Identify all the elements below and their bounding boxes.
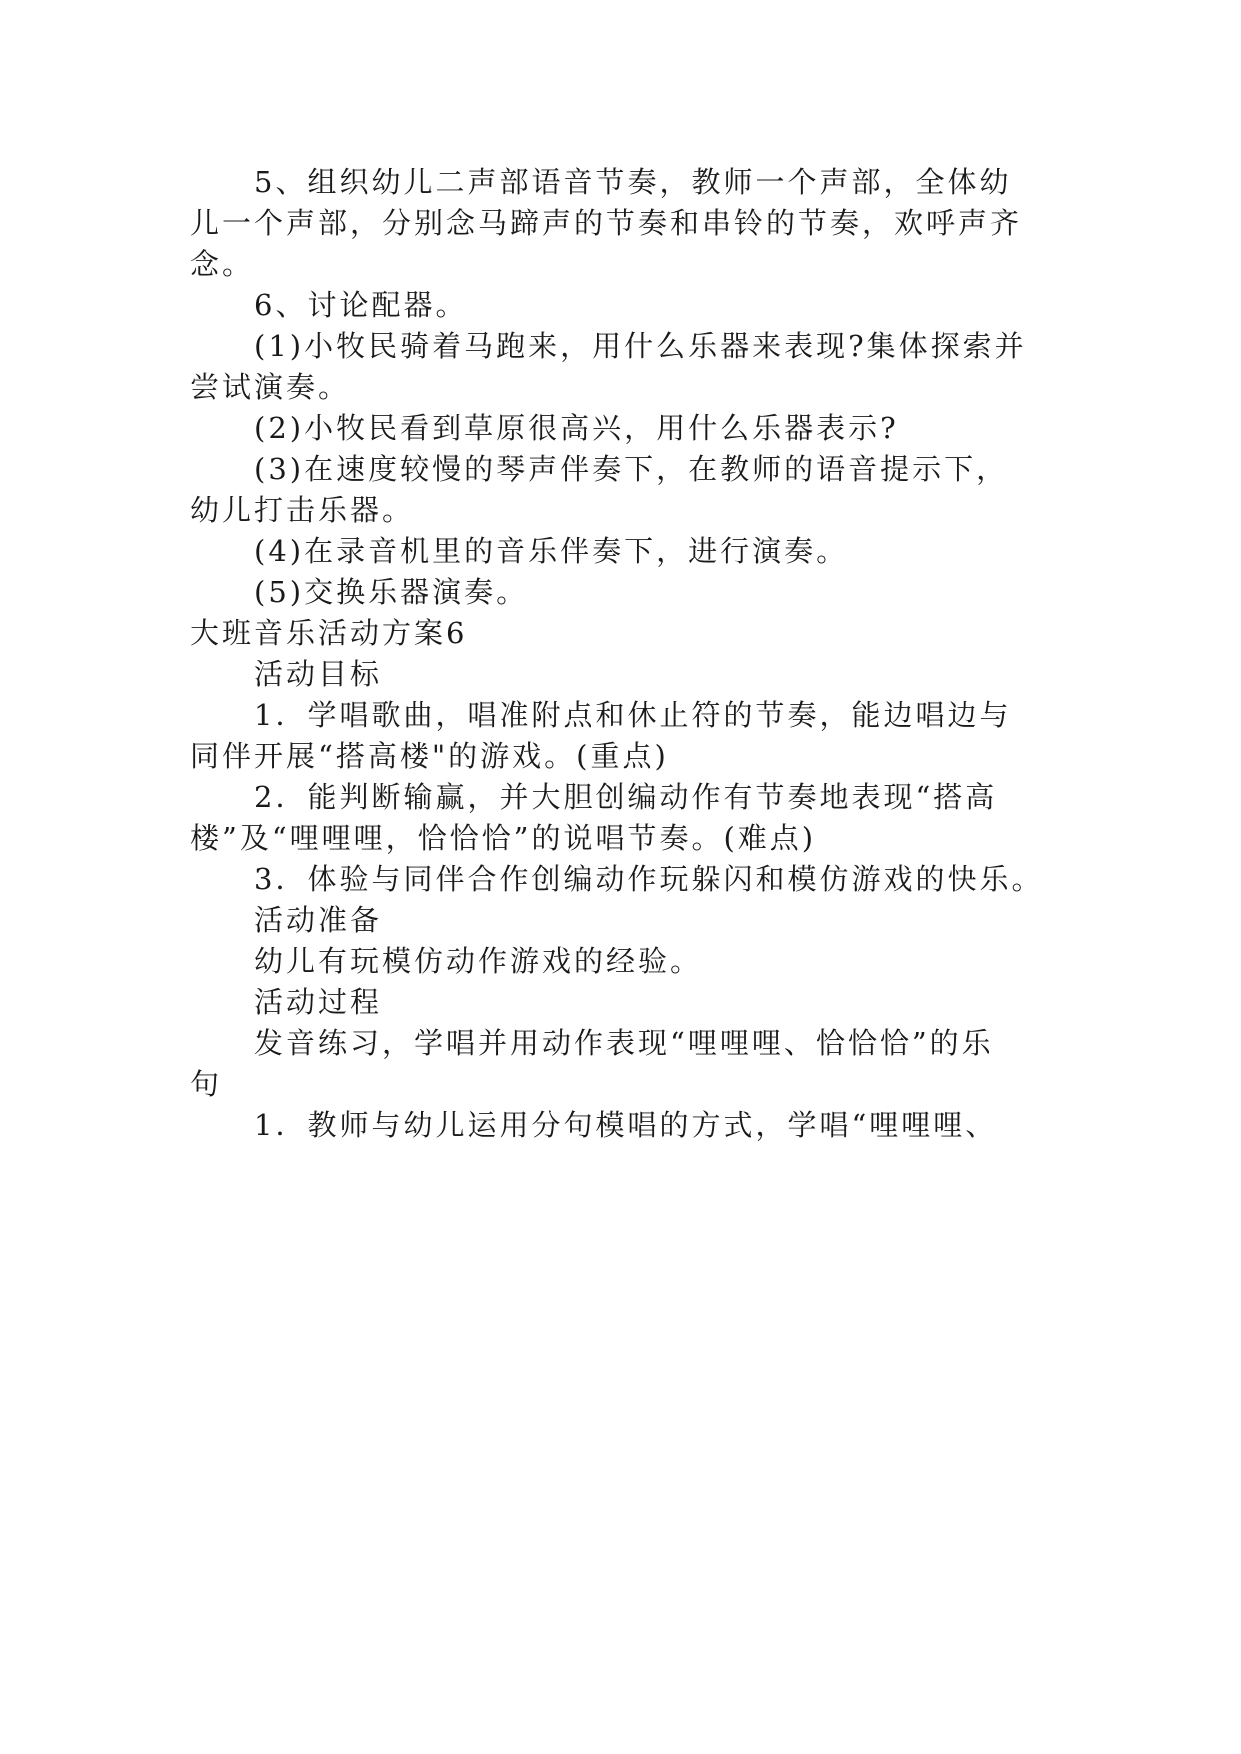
text-line: 5、组织幼儿二声部语音节奏，教师一个声部，全体幼 bbox=[254, 165, 1012, 199]
text-line: 3．体验与同伴合作创编动作玩躲闪和模仿游戏的快乐。 bbox=[254, 862, 1044, 896]
text-line: 幼儿打击乐器。 bbox=[190, 493, 415, 527]
text-line: 1．教师与幼儿运用分句模唱的方式，学唱“哩哩哩、 bbox=[254, 1108, 998, 1142]
document-body bbox=[190, 160, 1050, 1144]
text-line: 楼”及“哩哩哩，恰恰恰”的说唱节奏。(难点) bbox=[190, 821, 817, 855]
text-line: 念。 bbox=[190, 247, 255, 281]
subheading: 活动过程 bbox=[254, 985, 383, 1019]
subheading: 活动目标 bbox=[254, 657, 383, 691]
text-line: 幼儿有玩模仿动作游戏的经验。 bbox=[254, 944, 703, 978]
subheading: 活动准备 bbox=[254, 903, 383, 937]
text-line: 同伴开展“搭高楼"的游戏。(重点) bbox=[190, 739, 669, 773]
text-line: (1)小牧民骑着马跑来，用什么乐器来表现?集体探索并 bbox=[254, 329, 1027, 363]
text-line: 尝试演奏。 bbox=[190, 370, 351, 404]
text-line: (4)在录音机里的音乐伴奏下，进行演奏。 bbox=[254, 534, 849, 568]
text-line: 发音练习，学唱并用动作表现“哩哩哩、恰恰恰”的乐 bbox=[254, 1026, 994, 1060]
text-line: 句 bbox=[190, 1067, 223, 1101]
text-line: 2．能判断输赢，并大胆创编动作有节奏地表现“搭高 bbox=[254, 780, 998, 814]
text-line: 6、讨论配器。 bbox=[254, 288, 468, 322]
text-line: (3)在速度较慢的琴声伴奏下，在教师的语音提示下， bbox=[254, 452, 1009, 486]
text-line: 儿一个声部，分别念马蹄声的节奏和串铃的节奏，欢呼声齐 bbox=[190, 206, 1023, 240]
text-line: (5)交换乐器演奏。 bbox=[254, 575, 529, 609]
text-line: 1．学唱歌曲，唱准附点和休止符的节奏，能边唱边与 bbox=[254, 698, 1012, 732]
text-line: (2)小牧民看到草原很高兴，用什么乐器表示? bbox=[254, 411, 899, 445]
section-heading: 大班音乐活动方案6 bbox=[190, 616, 468, 650]
